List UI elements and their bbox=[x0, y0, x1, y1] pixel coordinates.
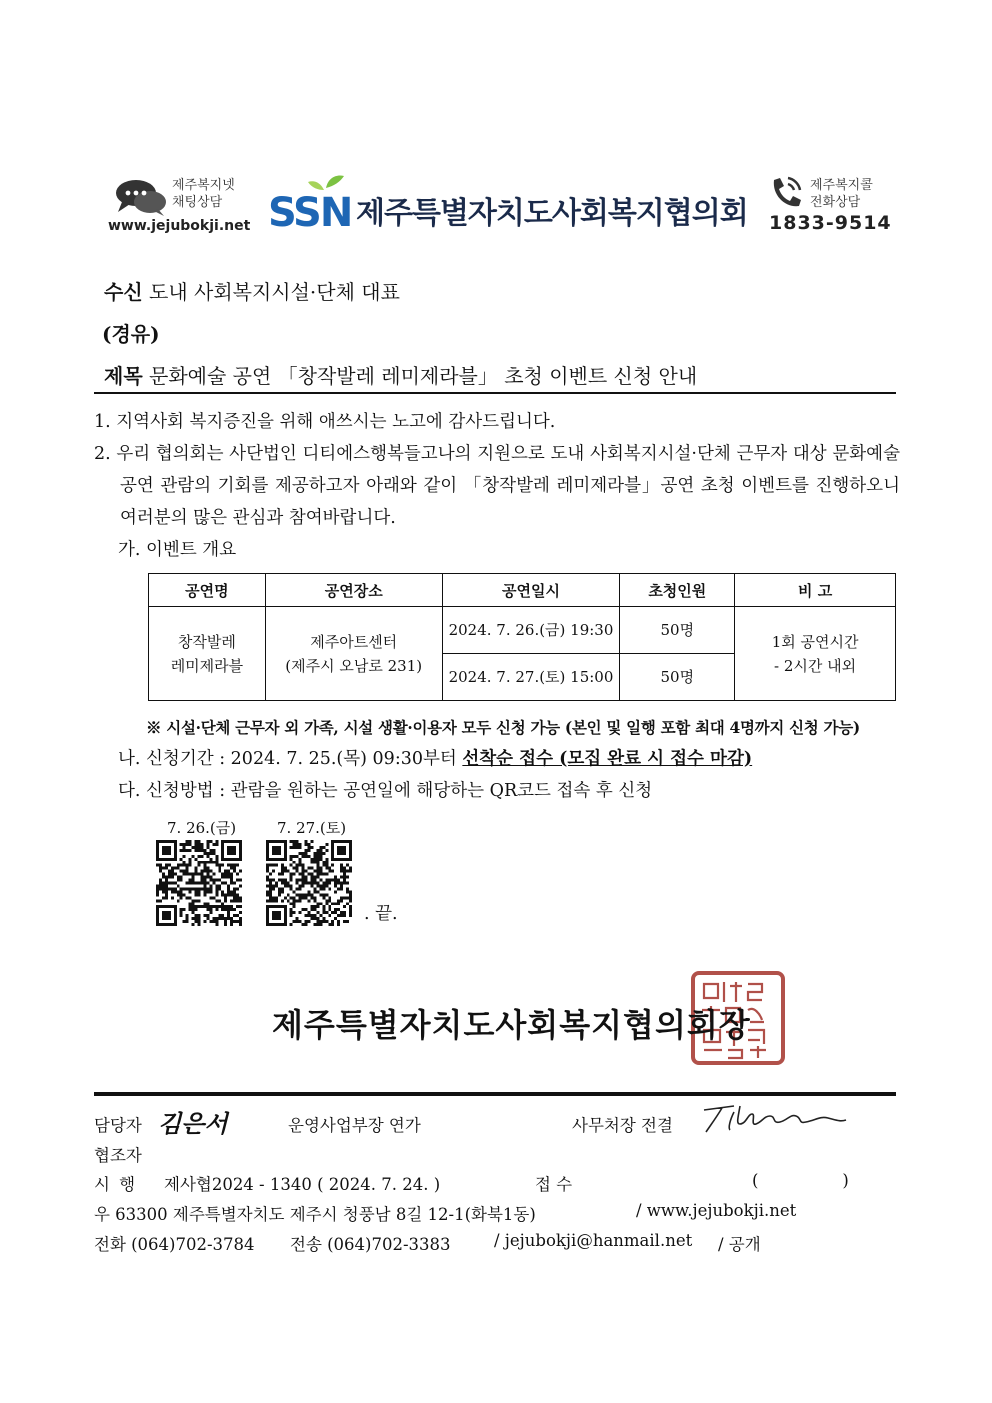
qr-label-0726: 7. 26.(금) bbox=[167, 819, 237, 837]
staff-label: 담당자 bbox=[94, 1116, 142, 1135]
recipient-value: 도내 사회복지시설·단체 대표 bbox=[149, 280, 400, 304]
chief-approval: 사무처장 전결 bbox=[572, 1116, 673, 1135]
eligibility-note: ※ 시설·단체 근무자 외 가족, 시설 생활·이용자 모두 신청 가능 (본인 및 일행 포함 최대 4명까지 신청 가능) bbox=[146, 718, 860, 737]
receipt-label: 접 수 bbox=[535, 1175, 573, 1194]
count-cell: 50명 bbox=[620, 654, 735, 701]
venue-cell: 제주아트센터 (제주시 오남로 231) bbox=[265, 607, 442, 701]
end-mark: . 끝. bbox=[364, 904, 398, 924]
sender-title: 제주특별자치도사회복지협의회장 bbox=[272, 1006, 751, 1044]
header-datetime: 공연일시 bbox=[442, 574, 620, 607]
chief-signature bbox=[700, 1100, 848, 1136]
divider-top bbox=[94, 392, 896, 394]
fax: 전송 (064)702-3383 bbox=[290, 1235, 451, 1254]
header-show: 공연명 bbox=[149, 574, 266, 607]
dept-approval: 운영사업부장 연가 bbox=[288, 1116, 421, 1135]
qr-label-0727: 7. 27.(토) bbox=[277, 819, 347, 837]
coop-label: 협조자 bbox=[94, 1146, 142, 1165]
staff-signature: 김은서 bbox=[158, 1109, 228, 1138]
exec-label: 시 행 bbox=[94, 1175, 136, 1194]
datetime-cell: 2024. 7. 26.(금) 19:30 bbox=[442, 607, 620, 654]
section-da: 다. 신청방법 : 관람을 원하는 공연일에 해당하는 QR코드 접속 후 신청 bbox=[118, 781, 653, 801]
header-invitees: 초청인원 bbox=[620, 574, 735, 607]
homepage-link[interactable]: / www.jejubokji.net bbox=[636, 1201, 797, 1220]
remark-cell: 1회 공연시간 - 2시간 내외 bbox=[735, 607, 896, 701]
ssn-logo-text: SSN bbox=[268, 190, 352, 230]
paragraph-1: 1. 지역사회 복지증진을 위해 애쓰시는 노고에 감사드립니다. bbox=[94, 412, 556, 432]
table-header-row bbox=[149, 574, 896, 607]
ssn-logo bbox=[268, 172, 354, 230]
call-consult-label: 제주복지콜 전화상담 bbox=[810, 178, 873, 210]
count-cell: 50명 bbox=[620, 607, 735, 654]
phone-icon bbox=[766, 174, 806, 212]
phone-number: 1833-9514 bbox=[769, 212, 892, 234]
paragraph-2: 2. 우리 협의회는 사단법인 디티에스행복들고나의 지원으로 도내 사회복지시설·단체 근무자 대상 문화예술 공연 관람의 기회를 제공하고자 아래와 같이 「창작발레 레미제라블」공연 초청 이벤트를 진행하오니 여러분의 많은 관심과 참여바랍니다. bbox=[94, 444, 900, 528]
receipt-value: ( ) bbox=[752, 1171, 849, 1190]
subject-value: 문화예술 공연 「창작발레 레미제라블」 초청 이벤트 신청 안내 bbox=[149, 364, 698, 388]
datetime-cell: 2024. 7. 27.(토) 15:00 bbox=[442, 654, 620, 701]
recipient-row bbox=[104, 276, 400, 305]
table-row bbox=[149, 607, 896, 654]
divider-footer bbox=[94, 1092, 896, 1096]
header-venue: 공연장소 bbox=[265, 574, 442, 607]
via-label: (경유) bbox=[102, 322, 160, 346]
qr-code-0727[interactable] bbox=[266, 840, 352, 926]
org-title: 제주특별자치도사회복지협의회 bbox=[356, 196, 748, 231]
header-remark: 비 고 bbox=[735, 574, 896, 607]
qr-code-0726[interactable] bbox=[156, 840, 242, 926]
chat-consult-label: 제주복지넷 채팅상담 bbox=[172, 178, 235, 210]
chat-bubble-icon bbox=[112, 178, 168, 218]
section-ga: 가. 이벤트 개요 bbox=[118, 540, 237, 560]
section-na: 나. 신청기간 : 2024. 7. 25.(목) 09:30부터 선착순 접수 (모집 완료 시 접수 마감) bbox=[118, 749, 753, 769]
recipient-label: 수신 bbox=[104, 280, 143, 304]
first-come-notice: 선착순 접수 (모집 완료 시 접수 마감) bbox=[462, 749, 753, 769]
event-table bbox=[148, 573, 896, 701]
show-name-cell: 창작발레 레미제라블 bbox=[149, 607, 266, 701]
subject-row bbox=[104, 360, 697, 389]
website-link[interactable]: www.jejubokji.net bbox=[108, 218, 251, 234]
telephone: 전화 (064)702-3784 bbox=[94, 1235, 255, 1254]
exec-number: 제사협2024 - 1340 ( 2024. 7. 24. ) bbox=[164, 1175, 441, 1194]
disclosure-status: / 공개 bbox=[718, 1235, 761, 1254]
subject-label: 제목 bbox=[104, 364, 143, 388]
postal-address: 우 63300 제주특별자치도 제주시 청풍남 8길 12-1(화북1동) bbox=[94, 1205, 536, 1224]
email-link[interactable]: / jejubokji@hanmail.net bbox=[494, 1231, 693, 1250]
